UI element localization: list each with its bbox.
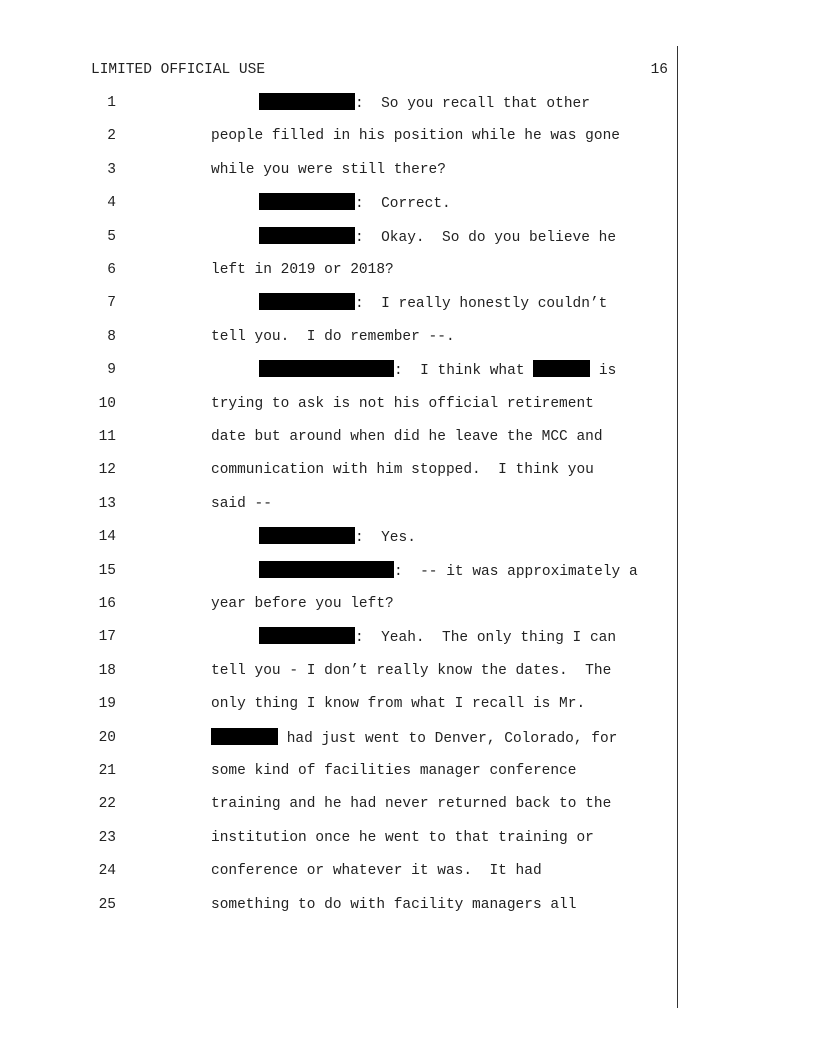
redaction-block: [259, 93, 355, 110]
line-text-segment: had just went to Denver, Colorado, for: [278, 730, 618, 747]
line-number: 20: [98, 729, 116, 746]
transcript-line: [0, 561, 816, 581]
redaction-block: [259, 627, 355, 644]
transcript-line: [0, 861, 816, 881]
line-number: 1: [107, 95, 116, 111]
line-text: [211, 460, 594, 480]
line-text-segment: communication with him stopped. I think you: [211, 462, 594, 479]
line-text: [211, 427, 603, 447]
transcript-line: [0, 160, 816, 180]
line-number: 4: [107, 195, 116, 212]
line-text-segment: : Correct.: [355, 196, 451, 213]
line-text-segment: : So you recall that other: [355, 96, 590, 112]
line-text-segment: conference or whatever it was. It had: [211, 863, 542, 880]
line-text: [259, 627, 616, 648]
redaction-block: [259, 360, 394, 377]
transcript-line: [0, 761, 816, 781]
transcript-line: [0, 828, 816, 848]
line-text-segment: year before you left?: [211, 596, 394, 612]
line-text-segment: : I really honestly couldn’t: [355, 296, 608, 313]
line-text: [211, 861, 542, 881]
line-text: [211, 661, 611, 681]
line-number: 19: [98, 696, 116, 713]
line-number: 16: [98, 596, 116, 612]
line-number: 18: [98, 662, 116, 679]
line-number: 21: [98, 763, 116, 779]
line-text-segment: left in 2019 or 2018?: [211, 262, 394, 278]
line-text-segment: trying to ask is not his official retirement: [211, 395, 594, 412]
redaction-block: [259, 527, 355, 544]
line-text: [211, 260, 394, 280]
line-text-segment: tell you - I don’t really know the dates. The: [211, 662, 612, 679]
transcript-line: [0, 895, 816, 915]
line-text-segment: : Okay. So do you believe he: [355, 229, 617, 246]
transcript-line: [0, 427, 816, 447]
line-text-segment: something to do with facility managers all: [211, 896, 577, 913]
classification-header: LIMITED OFFICIAL USE: [91, 62, 266, 78]
line-text: [211, 728, 617, 749]
line-number: 12: [98, 462, 116, 479]
line-text-segment: while you were still there?: [211, 161, 446, 178]
transcript-line: [0, 627, 816, 647]
transcript-line: [0, 494, 816, 514]
line-number: 9: [107, 362, 116, 379]
redaction-block: [259, 561, 394, 578]
line-text: [211, 394, 594, 414]
line-text-segment: some kind of facilities manager conference: [211, 763, 577, 779]
page-number: 16: [650, 62, 668, 78]
line-number: 7: [107, 295, 116, 312]
line-number: 6: [107, 262, 116, 278]
line-text-segment: : I think what: [394, 363, 534, 380]
line-text: [211, 494, 272, 514]
line-text-segment: people filled in his position while he was gone: [211, 128, 620, 145]
line-number: 13: [98, 495, 116, 512]
line-text-segment: : Yeah. The only thing I can: [355, 630, 617, 647]
line-text: [259, 227, 616, 248]
line-text: [259, 360, 616, 381]
line-text: [211, 160, 446, 180]
line-text: [259, 561, 638, 582]
transcript-line: [0, 794, 816, 814]
transcript-line: [0, 260, 816, 280]
line-text: [259, 193, 451, 214]
line-number: 2: [107, 128, 116, 145]
transcript-line: [0, 594, 816, 614]
line-text-segment: tell you. I do remember --.: [211, 328, 455, 345]
transcript-line: [0, 460, 816, 480]
redaction-block: [259, 293, 355, 310]
transcript-line: [0, 527, 816, 547]
line-text: [211, 327, 455, 347]
line-number: 15: [98, 562, 116, 579]
line-text-segment: is: [590, 363, 617, 380]
line-text: [211, 895, 576, 915]
transcript-line: [0, 93, 816, 113]
line-text-segment: institution once he went to that training or: [211, 829, 594, 846]
line-text: [211, 828, 594, 848]
line-text: [211, 126, 620, 146]
line-number: 17: [98, 629, 116, 646]
line-text: [211, 594, 394, 614]
transcript-line: [0, 327, 816, 347]
line-text: [211, 794, 611, 814]
transcript-line: [0, 394, 816, 414]
line-text-segment: date but around when did he leave the MCC and: [211, 429, 603, 445]
transcript-line: [0, 360, 816, 380]
redaction-block: [533, 360, 590, 377]
line-number: 14: [98, 529, 116, 546]
redaction-block: [259, 193, 355, 210]
redaction-block: [259, 227, 355, 244]
line-number: 25: [98, 896, 116, 913]
transcript-line: [0, 694, 816, 714]
line-text-segment: only thing I know from what I recall is Mr.: [211, 696, 586, 713]
line-text-segment: : Yes.: [355, 530, 416, 547]
transcript-line: [0, 728, 816, 748]
redaction-block: [211, 728, 278, 745]
line-number: 3: [107, 161, 116, 178]
line-number: 11: [98, 429, 116, 445]
line-text: [211, 694, 585, 714]
line-text-segment: : -- it was approximately a: [394, 563, 638, 580]
transcript-line: [0, 126, 816, 146]
transcript-line: [0, 227, 816, 247]
line-number: 22: [98, 796, 116, 813]
line-number: 24: [98, 863, 116, 880]
line-text-segment: training and he had never returned back to the: [211, 796, 612, 813]
line-number: 23: [98, 829, 116, 846]
line-text: [259, 527, 416, 548]
line-text: [211, 761, 576, 781]
transcript-line: [0, 193, 816, 213]
line-text-segment: said --: [211, 495, 272, 512]
line-number: 8: [107, 328, 116, 345]
line-number: 10: [98, 395, 116, 412]
line-text: [259, 93, 590, 114]
line-text: [259, 293, 607, 314]
line-number: 5: [107, 228, 116, 245]
transcript-line: [0, 661, 816, 681]
transcript-line: [0, 293, 816, 313]
